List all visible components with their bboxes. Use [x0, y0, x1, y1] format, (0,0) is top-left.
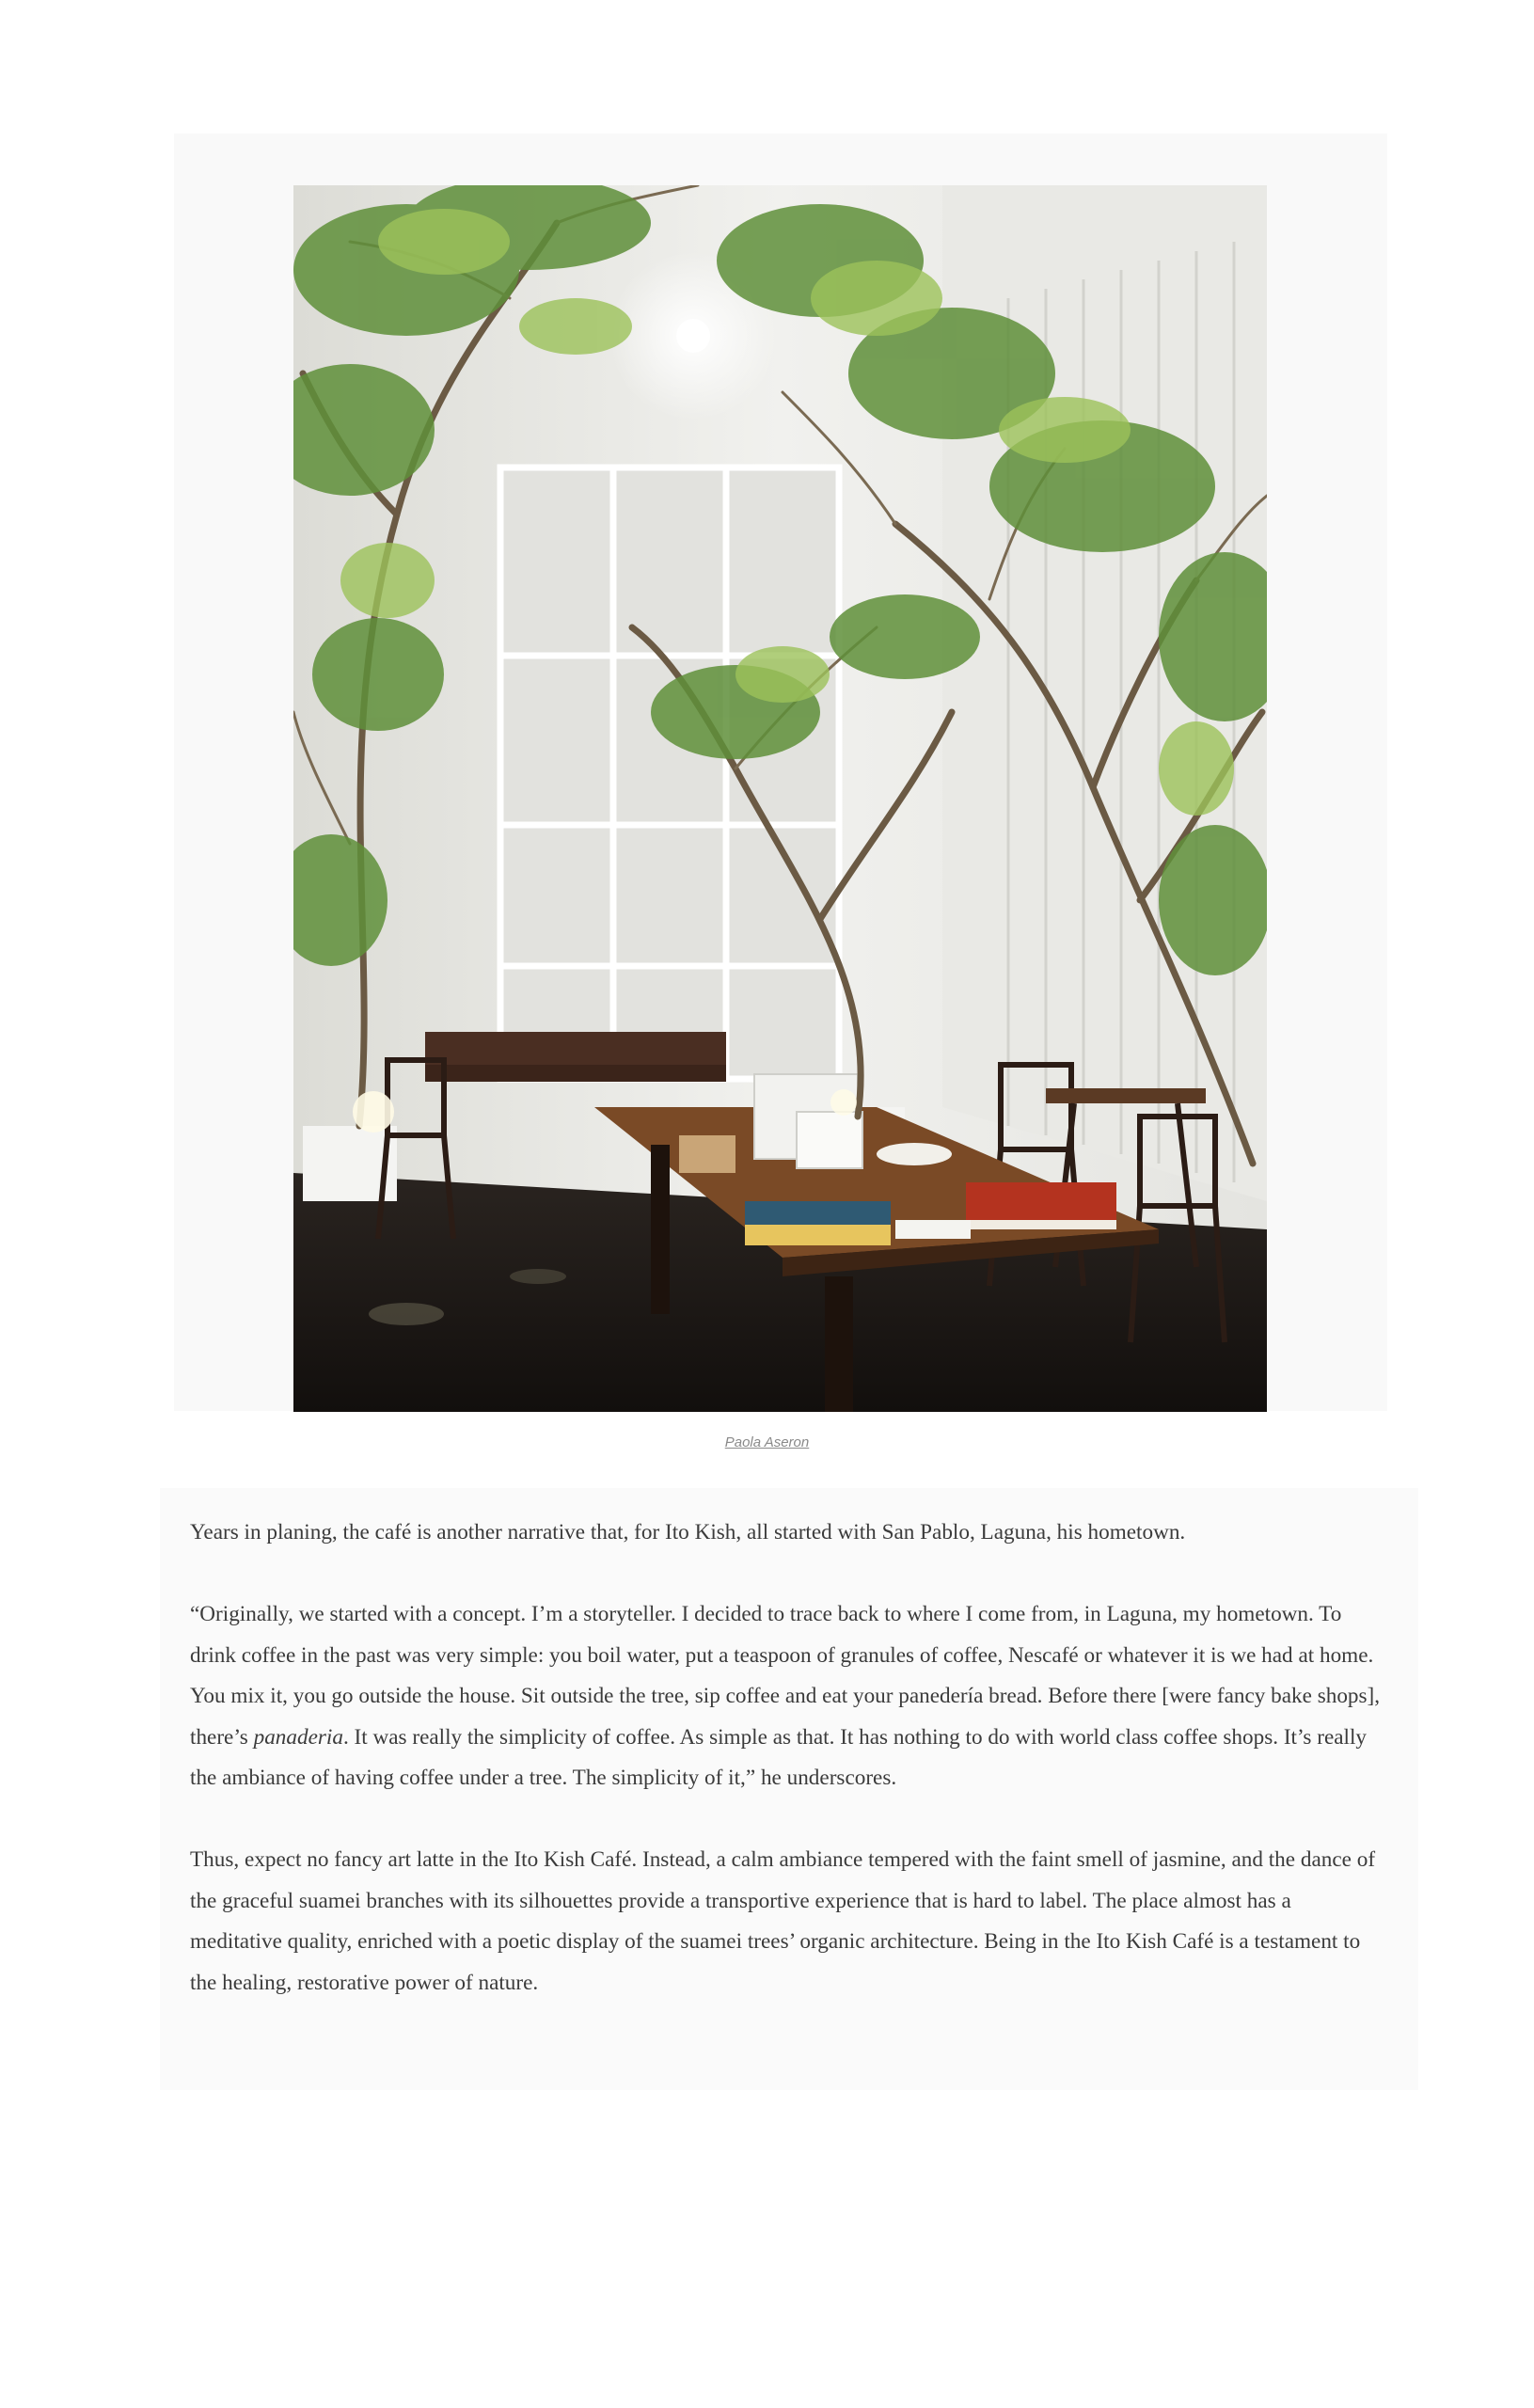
italic-term: panaderia — [253, 1724, 343, 1750]
article-body — [190, 1513, 1384, 2045]
quote-text-part: . It was really the simplicity of coffee. As simple as that. It has nothing to do with world class coffee shops. It’s really the ambiance of having coffee under a tree. The simplicity of it,” he underscores. — [190, 1724, 1368, 1790]
article-paragraph: Thus, expect no fancy art latte in the Ito Kish Café. Instead, a calm ambiance tempered with the faint smell of jasmine, and the dance of the graceful suamei branches with its silhouettes provide a transportive experience that is hard to label. The place almost has a meditative quality, enriched with a poetic display of the suamei trees’ organic architecture. Being in the Ito Kish Café is a testament to the healing, restorative power of nature. — [190, 1847, 1376, 1995]
quote-text-part: “Originally, we started with a concept. I’m a storyteller. I decided to trace back to where I come from, in Laguna, my hometown. To drink coffee in the past was very simple: you boil water, put a teaspoon of granules of coffee, Nescafé or whatever it is we had at home. You mix it, you go outside the house. Sit outside the tree, sip coffee and eat your panedería bread. Before there [were fancy bake shops], there’s — [190, 1602, 1381, 1750]
article-paragraph: Years in planing, the café is another narrative that, for Ito Kish, all started with San Pablo, Laguna, his hometown. — [190, 1520, 1186, 1545]
photo-caption[interactable]: Paola Aseron — [724, 1434, 810, 1450]
article-paragraph-quote — [190, 1594, 1384, 1799]
cafe-interior-illustration — [293, 185, 1267, 1412]
cafe-interior-photo — [293, 185, 1267, 1412]
